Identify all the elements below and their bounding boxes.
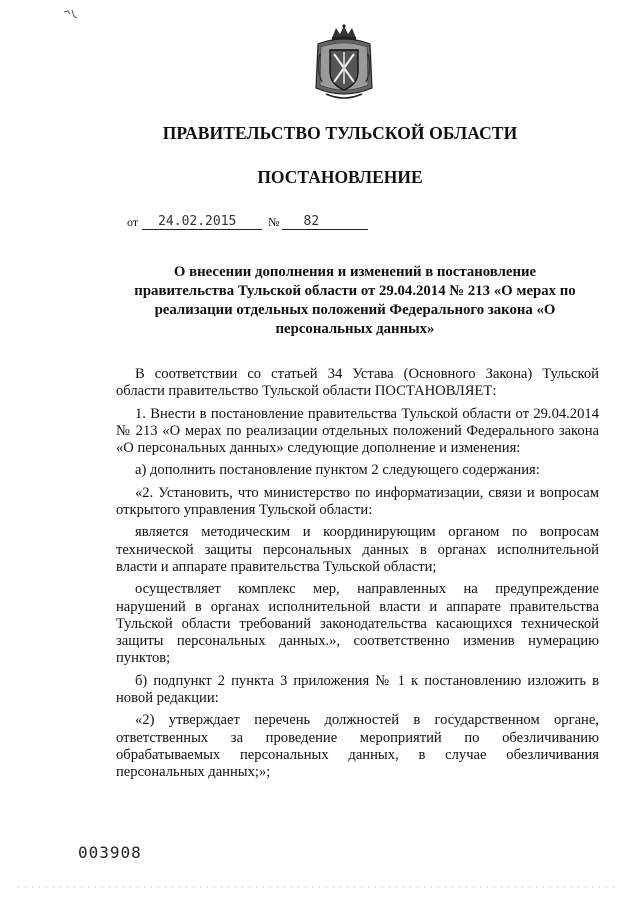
coat-of-arms-icon bbox=[312, 24, 376, 100]
document-date: 24.02.2015 bbox=[142, 214, 262, 230]
paragraph: осуществляет комплекс мер, направленных на предупреждение нарушений в органах исполнительной власти и аппарате правительства Тульской области требований законодательства касающихся технической защиты персональных данных.», соответственно изменив нумерацию пунктов; bbox=[116, 581, 599, 667]
date-from-label: от bbox=[127, 215, 139, 229]
paragraph: б) подпункт 2 пункта 3 приложения № 1 к постановлению изложить в новой редакции: bbox=[116, 672, 599, 707]
date-number-line bbox=[127, 214, 368, 230]
document-body bbox=[116, 366, 599, 787]
number-label: № bbox=[268, 215, 280, 229]
document-type-title: ПОСТАНОВЛЕНИЕ bbox=[257, 167, 423, 187]
government-title: ПРАВИТЕЛЬСТВО ТУЛЬСКОЙ ОБЛАСТИ bbox=[162, 123, 518, 143]
paragraph: «2) утверждает перечень должностей в государственном органе, ответственных за проведение мероприятий по обезличиванию обрабатываемых персональных данных, в случае обезличивания персональных данных;»; bbox=[116, 712, 599, 781]
paragraph: В соответствии со статьей 34 Устава (Основного Закона) Тульской области правительство Тульской области ПОСТАНОВЛЯЕТ: bbox=[116, 366, 599, 400]
document-number: 82 bbox=[282, 214, 368, 230]
document-subject: О внесении дополнения и изменений в постановление правительства Тульской области от 29.04.2014 № 213 «О мерах по реализации отдельных положений Федерального закона «О персональных данных» bbox=[134, 264, 576, 337]
serial-number: 003908 bbox=[78, 843, 142, 862]
paragraph: 1. Внести в постановление правительства Тульской области от 29.04.2014 № 213 «О мерах по реализации отдельных положений Федерального закона «О персональных данных» следующие дополнение и изменения: bbox=[116, 405, 599, 457]
scan-mark-icon bbox=[62, 8, 78, 22]
paragraph: «2. Установить, что министерство по информатизации, связи и вопросам открытого управления Тульской области: bbox=[116, 484, 599, 519]
scan-noise-line bbox=[18, 884, 618, 890]
paragraph: является методическим и координирующим органом по вопросам технической защиты персональных данных в органах исполнительной власти и аппарате правительства Тульской области; bbox=[116, 524, 599, 575]
paragraph: а) дополнить постановление пунктом 2 следующего содержания: bbox=[135, 462, 540, 479]
